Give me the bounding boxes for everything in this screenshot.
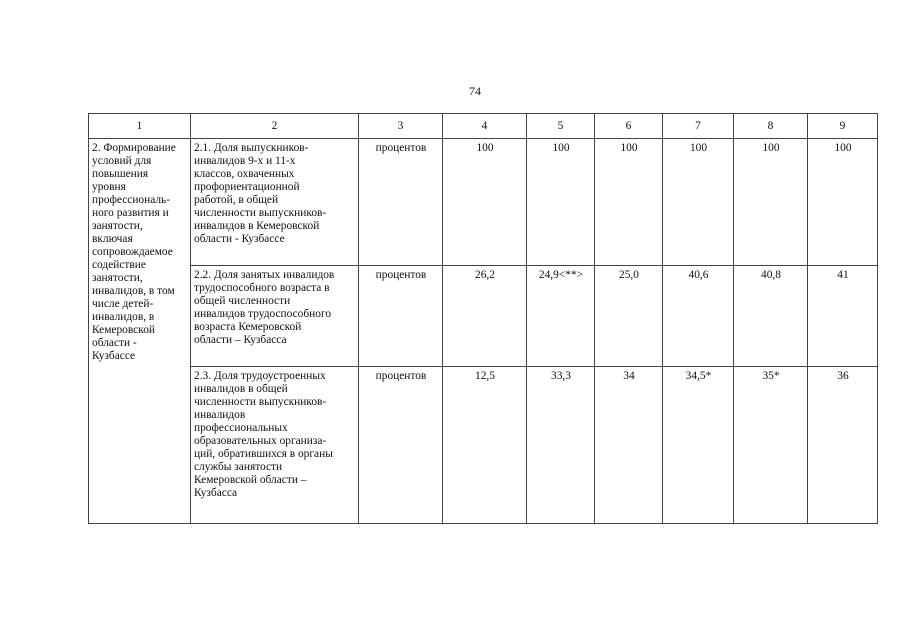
column-number: 8 [734,114,808,139]
column-number: 4 [443,114,527,139]
unit-cell: процентов [359,266,443,367]
unit-cell: процентов [359,367,443,524]
table-row [89,266,878,367]
goal-cell: 2. Формирование условий для повышения уровня профессиональ- ного развития и занятости, включая сопровождаемое содействие занятости, инвалидов, в том числе детей- инвалидов, в Кемеровской области - Кузбассе [89,139,191,524]
value-cell: 40,6 [663,266,734,367]
column-number: 2 [191,114,359,139]
column-number: 9 [808,114,878,139]
value-cell: 40,8 [734,266,808,367]
value-cell: 25,0 [595,266,663,367]
value-cell: 100 [734,139,808,266]
value-cell: 24,9<**> [527,266,595,367]
value-cell: 12,5 [443,367,527,524]
value-cell: 100 [527,139,595,266]
value-cell: 100 [808,139,878,266]
value-cell: 100 [595,139,663,266]
unit-cell: процентов [359,139,443,266]
indicator-cell: 2.1. Доля выпускников- инвалидов 9-х и 11-х классов, охваченных профориентационной работой, в общей численности выпускников- инвалидов в Кемеровской области - Кузбассе [191,139,359,266]
value-cell: 26,2 [443,266,527,367]
table-header-row [89,114,878,139]
column-number: 1 [89,114,191,139]
value-cell: 100 [443,139,527,266]
table-row [89,139,878,266]
value-cell: 100 [663,139,734,266]
column-number: 5 [527,114,595,139]
indicator-cell: 2.3. Доля трудоустроенных инвалидов в общей численности выпускников- инвалидов профессиональных образовательных организа- ций, обратившихся в органы службы занятости Кемеровской области – Кузбасса [191,367,359,524]
column-number: 6 [595,114,663,139]
value-cell: 36 [808,367,878,524]
indicators-table [88,113,878,524]
value-cell: 35* [734,367,808,524]
value-cell: 33,3 [527,367,595,524]
table-row [89,367,878,524]
value-cell: 34 [595,367,663,524]
value-cell: 34,5* [663,367,734,524]
value-cell: 41 [808,266,878,367]
column-number: 3 [359,114,443,139]
page-number: 74 [469,84,481,98]
indicator-cell: 2.2. Доля занятых инвалидов трудоспособного возраста в общей численности инвалидов трудоспособного возраста Кемеровской области – Кузбасса [191,266,359,367]
column-number: 7 [663,114,734,139]
